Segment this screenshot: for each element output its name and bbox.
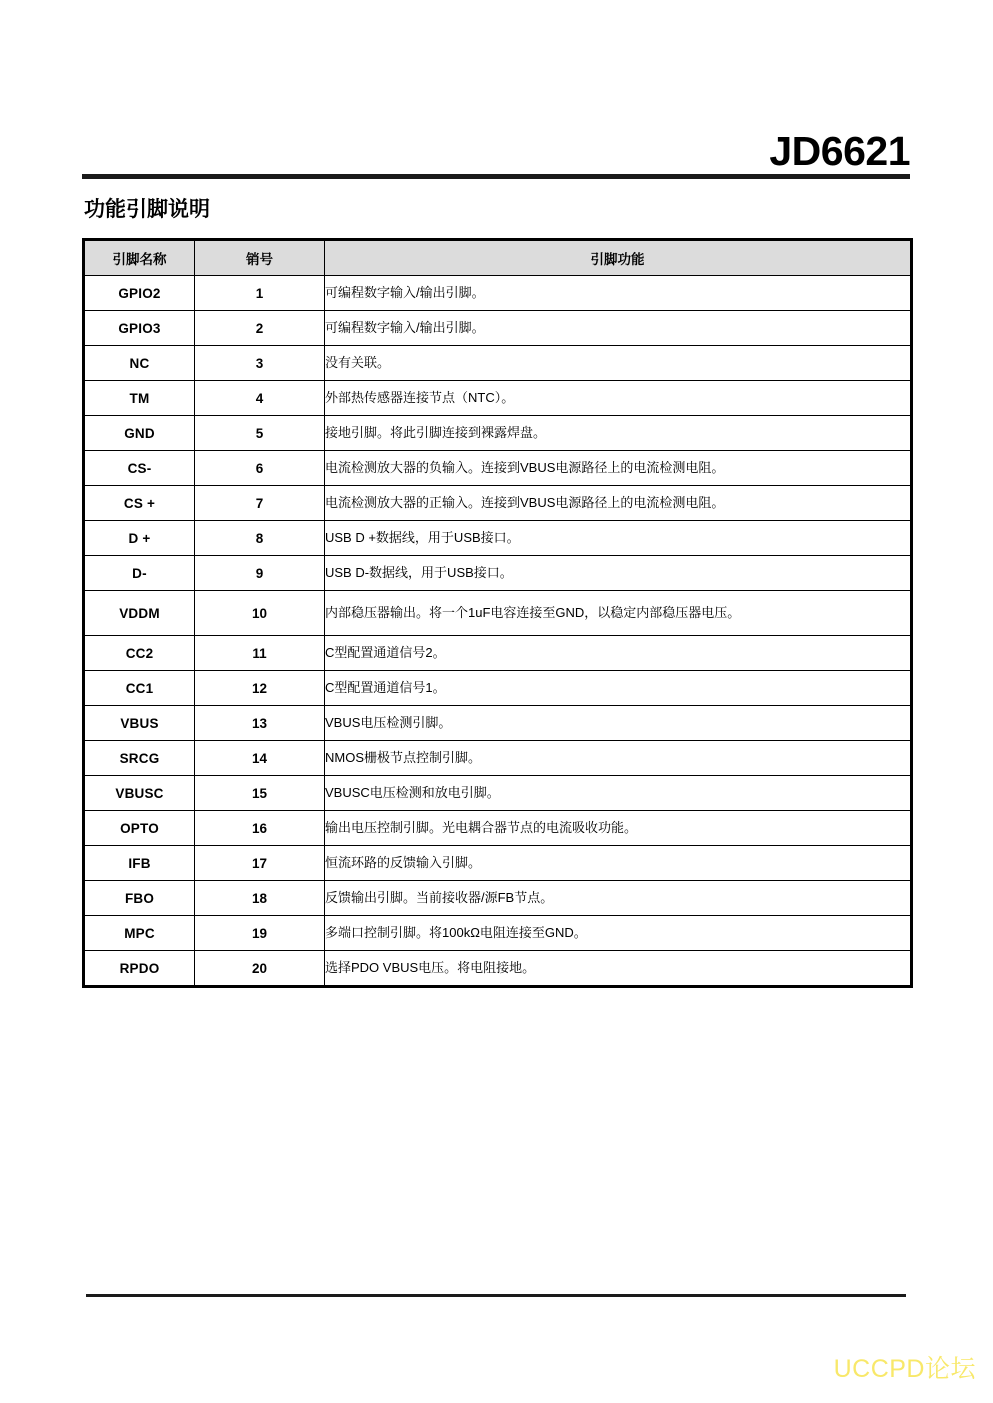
cell-pin-name: VDDM xyxy=(84,591,195,636)
table-body xyxy=(84,276,912,987)
pin-description-table-container xyxy=(82,238,910,988)
cell-pin-function: C型配置通道信号1。 xyxy=(325,671,912,706)
table-row xyxy=(84,521,912,556)
document-header xyxy=(82,128,910,180)
cell-pin-number: 13 xyxy=(195,706,325,741)
cell-pin-number: 2 xyxy=(195,311,325,346)
cell-pin-number: 5 xyxy=(195,416,325,451)
cell-pin-name: CS- xyxy=(84,451,195,486)
cell-pin-name: D + xyxy=(84,521,195,556)
table-header-row xyxy=(84,240,912,276)
cell-pin-number: 12 xyxy=(195,671,325,706)
cell-pin-function: 外部热传感器连接节点（NTC）。 xyxy=(325,381,912,416)
cell-pin-name: VBUSC xyxy=(84,776,195,811)
cell-pin-function: 接地引脚。将此引脚连接到裸露焊盘。 xyxy=(325,416,912,451)
page-title: JD6621 xyxy=(769,128,910,174)
table-row xyxy=(84,811,912,846)
cell-pin-function: USB D +数据线，用于USB接口。 xyxy=(325,521,912,556)
table-header xyxy=(84,240,912,276)
cell-pin-number: 6 xyxy=(195,451,325,486)
cell-pin-name: FBO xyxy=(84,881,195,916)
table-row xyxy=(84,706,912,741)
section-heading: 功能引脚说明 xyxy=(84,198,210,221)
cell-pin-number: 4 xyxy=(195,381,325,416)
cell-pin-function: 没有关联。 xyxy=(325,346,912,381)
table-row xyxy=(84,741,912,776)
table-row xyxy=(84,556,912,591)
cell-pin-function: VBUS电压检测引脚。 xyxy=(325,706,912,741)
table-row xyxy=(84,776,912,811)
header-divider xyxy=(82,174,910,179)
table-row xyxy=(84,451,912,486)
cell-pin-name: VBUS xyxy=(84,706,195,741)
cell-pin-function: C型配置通道信号2。 xyxy=(325,636,912,671)
table-row xyxy=(84,951,912,987)
cell-pin-name: SRCG xyxy=(84,741,195,776)
cell-pin-name: D- xyxy=(84,556,195,591)
table-row xyxy=(84,671,912,706)
table-row xyxy=(84,636,912,671)
cell-pin-name: GND xyxy=(84,416,195,451)
cell-pin-function: 电流检测放大器的负输入。连接到VBUS电源路径上的电流检测电阻。 xyxy=(325,451,912,486)
cell-pin-name: IFB xyxy=(84,846,195,881)
table-row xyxy=(84,276,912,311)
cell-pin-name: RPDO xyxy=(84,951,195,987)
column-header-pin-name: 引脚名称 xyxy=(84,240,195,276)
cell-pin-number: 15 xyxy=(195,776,325,811)
cell-pin-function: 电流检测放大器的正输入。连接到VBUS电源路径上的电流检测电阻。 xyxy=(325,486,912,521)
cell-pin-number: 11 xyxy=(195,636,325,671)
cell-pin-function: NMOS栅极节点控制引脚。 xyxy=(325,741,912,776)
table-row xyxy=(84,591,912,636)
watermark-label: UCCPD论坛 xyxy=(833,1355,976,1383)
cell-pin-number: 7 xyxy=(195,486,325,521)
cell-pin-function: VBUSC电压检测和放电引脚。 xyxy=(325,776,912,811)
cell-pin-function: 恒流环路的反馈输入引脚。 xyxy=(325,846,912,881)
cell-pin-name: GPIO3 xyxy=(84,311,195,346)
cell-pin-number: 17 xyxy=(195,846,325,881)
table-row xyxy=(84,346,912,381)
footer-divider xyxy=(86,1294,906,1297)
cell-pin-name: MPC xyxy=(84,916,195,951)
cell-pin-name: TM xyxy=(84,381,195,416)
table-row xyxy=(84,416,912,451)
column-header-pin-number: 销号 xyxy=(195,240,325,276)
cell-pin-name: CC1 xyxy=(84,671,195,706)
cell-pin-name: OPTO xyxy=(84,811,195,846)
column-header-pin-function: 引脚功能 xyxy=(325,240,912,276)
cell-pin-function: 多端口控制引脚。将100kΩ电阻连接至GND。 xyxy=(325,916,912,951)
table-row xyxy=(84,381,912,416)
cell-pin-function: 选择PDO VBUS电压。将电阻接地。 xyxy=(325,951,912,987)
pin-description-table xyxy=(82,238,913,988)
cell-pin-number: 8 xyxy=(195,521,325,556)
cell-pin-name: NC xyxy=(84,346,195,381)
cell-pin-number: 19 xyxy=(195,916,325,951)
cell-pin-function: USB D-数据线，用于USB接口。 xyxy=(325,556,912,591)
cell-pin-function: 输出电压控制引脚。光电耦合器节点的电流吸收功能。 xyxy=(325,811,912,846)
table-row xyxy=(84,916,912,951)
table-row xyxy=(84,486,912,521)
table-row xyxy=(84,846,912,881)
cell-pin-function: 内部稳压器输出。将一个1uF电容连接至GND，以稳定内部稳压器电压。 xyxy=(325,591,912,636)
table-row xyxy=(84,311,912,346)
cell-pin-number: 16 xyxy=(195,811,325,846)
cell-pin-name: GPIO2 xyxy=(84,276,195,311)
cell-pin-function: 可编程数字输入/输出引脚。 xyxy=(325,276,912,311)
cell-pin-function: 反馈输出引脚。当前接收器/源FB节点。 xyxy=(325,881,912,916)
cell-pin-name: CC2 xyxy=(84,636,195,671)
cell-pin-number: 9 xyxy=(195,556,325,591)
cell-pin-number: 3 xyxy=(195,346,325,381)
cell-pin-number: 14 xyxy=(195,741,325,776)
cell-pin-function: 可编程数字输入/输出引脚。 xyxy=(325,311,912,346)
cell-pin-name: CS + xyxy=(84,486,195,521)
table-row xyxy=(84,881,912,916)
cell-pin-number: 1 xyxy=(195,276,325,311)
cell-pin-number: 20 xyxy=(195,951,325,987)
cell-pin-number: 18 xyxy=(195,881,325,916)
cell-pin-number: 10 xyxy=(195,591,325,636)
